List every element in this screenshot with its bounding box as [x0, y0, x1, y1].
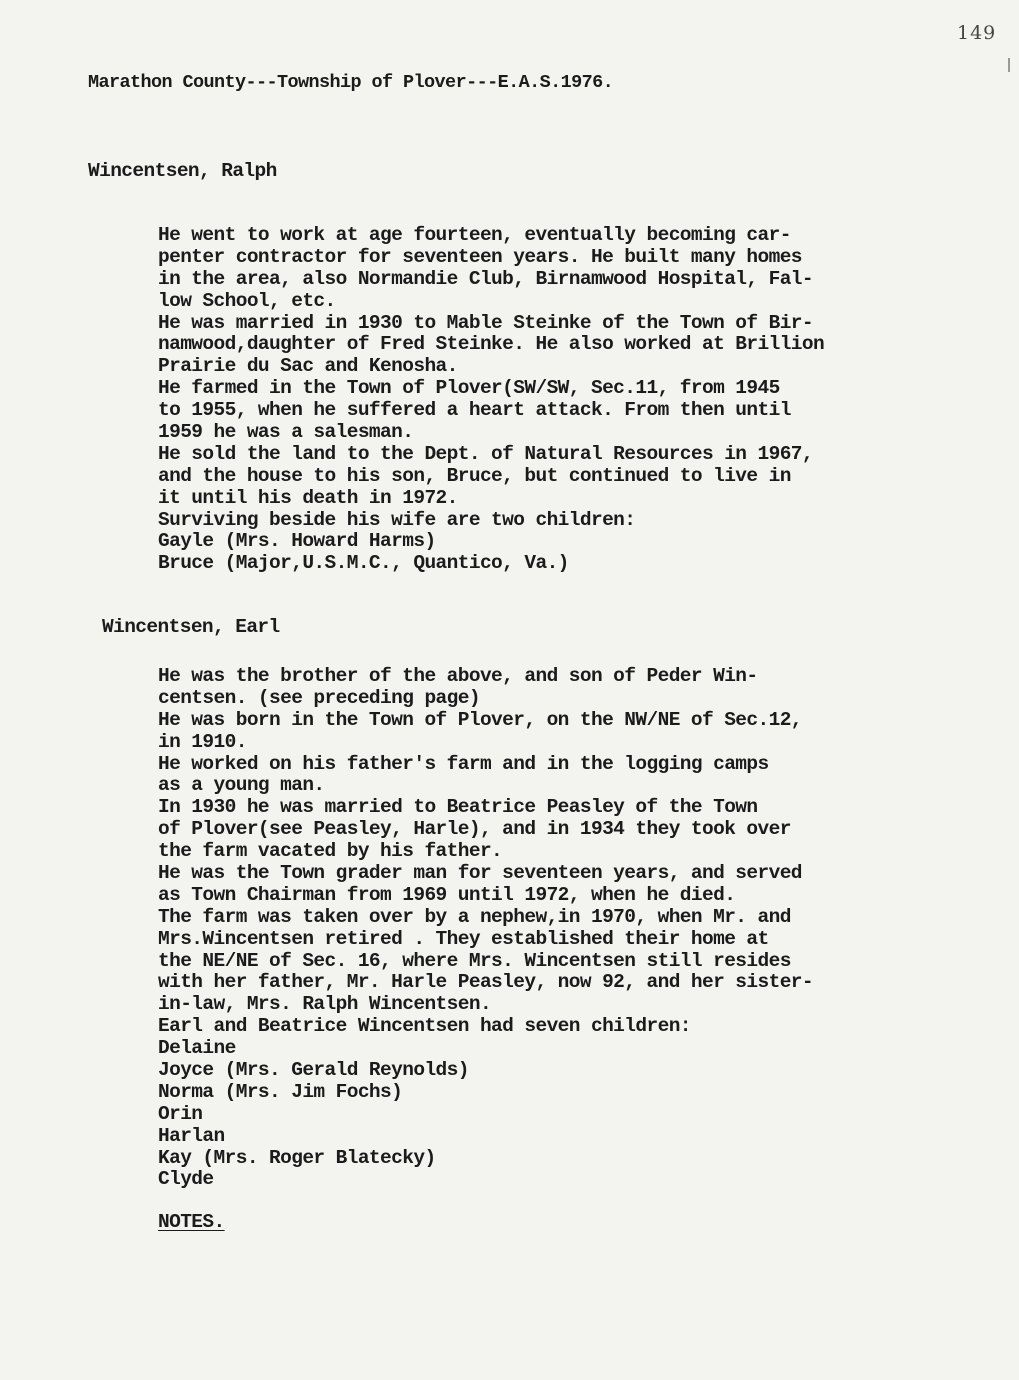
- body-line: Mrs.Wincentsen retired . They established their home at: [158, 927, 769, 950]
- page-edge-mark: [1008, 58, 1010, 72]
- body-line: the farm vacated by his father.: [158, 840, 503, 863]
- child-name: Joyce (Mrs. Gerald Reynolds): [158, 1059, 469, 1082]
- body-line: He was born in the Town of Plover, on the NW/NE of Sec.12,: [158, 708, 802, 731]
- body-line: the NE/NE of Sec. 16, where Mrs. Wincentsen still resides: [158, 949, 791, 972]
- child-name: Clyde: [158, 1168, 214, 1191]
- entry-name-ralph: Wincentsen, Ralph: [88, 160, 277, 182]
- body-line: with her father, Mr. Harle Peasley, now 92, and her sister-: [158, 971, 814, 994]
- entry-name-earl: Wincentsen, Earl: [102, 616, 280, 638]
- body-line: He farmed in the Town of Plover(SW/SW, Sec.11, from 1945: [158, 377, 780, 400]
- page-number: 149: [957, 22, 997, 44]
- body-line: He worked on his father's farm and in the logging camps: [158, 752, 769, 775]
- body-line: The farm was taken over by a nephew,in 1970, when Mr. and: [158, 905, 791, 928]
- body-line: of Plover(see Peasley, Harle), and in 1934 they took over: [158, 818, 791, 841]
- body-line: as a young man.: [158, 774, 325, 797]
- child-name: Norma (Mrs. Jim Fochs): [158, 1080, 403, 1103]
- body-line: Prairie du Sac and Kenosha.: [158, 355, 458, 378]
- body-line: as Town Chairman from 1969 until 1972, when he died.: [158, 883, 736, 906]
- body-line: He was the Town grader man for seventeen years, and served: [158, 862, 802, 885]
- entry-body-earl: [158, 666, 813, 1191]
- body-line: it until his death in 1972.: [158, 486, 458, 509]
- body-line: In 1930 he was married to Beatrice Peasley of the Town: [158, 796, 758, 819]
- notes-heading: NOTES.: [158, 1211, 225, 1233]
- body-line: to 1955, when he suffered a heart attack. From then until: [158, 399, 791, 422]
- body-line: He was the brother of the above, and son of Peder Win-: [158, 665, 758, 687]
- body-line: He sold the land to the Dept. of Natural Resources in 1967,: [158, 442, 814, 465]
- child-name: Orin: [158, 1102, 203, 1125]
- body-line: in the area, also Normandie Club, Birnamwood Hospital, Fal-: [158, 267, 814, 290]
- document-header: Marathon County---Township of Plover---E.A.S.1976.: [88, 72, 614, 93]
- body-line: 1959 he was a salesman.: [158, 421, 414, 444]
- body-line: namwood,daughter of Fred Steinke. He also worked at Brillion: [158, 333, 825, 356]
- body-line: Earl and Beatrice Wincentsen had seven children:: [158, 1015, 691, 1038]
- body-line: He was married in 1930 to Mable Steinke of the Town of Bir-: [158, 311, 814, 334]
- body-line: Surviving beside his wife are two children:: [158, 508, 636, 531]
- body-line: low School, etc.: [158, 289, 336, 312]
- body-line: centsen. (see preceding page): [158, 686, 480, 709]
- child-name: Gayle (Mrs. Howard Harms): [158, 530, 436, 553]
- body-line: and the house to his son, Bruce, but continued to live in: [158, 464, 791, 487]
- child-name: Kay (Mrs. Roger Blatecky): [158, 1146, 436, 1169]
- body-line: in 1910.: [158, 730, 247, 753]
- child-name: Bruce (Major,U.S.M.C., Quantico, Va.): [158, 552, 569, 575]
- child-name: Delaine: [158, 1037, 236, 1060]
- body-line: penter contractor for seventeen years. He built many homes: [158, 245, 802, 268]
- entry-body-ralph: [158, 225, 824, 575]
- body-line: in-law, Mrs. Ralph Wincentsen.: [158, 993, 492, 1016]
- body-line: He went to work at age fourteen, eventually becoming car-: [158, 224, 791, 246]
- child-name: Harlan: [158, 1124, 225, 1147]
